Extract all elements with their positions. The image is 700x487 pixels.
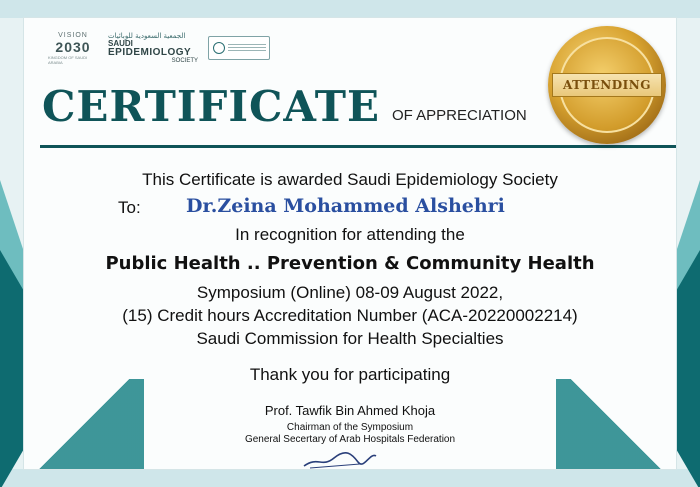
seal-ribbon — [552, 73, 662, 97]
vision-logo-year: 2030 — [55, 38, 91, 55]
event-title: Public Health .. Prevention & Community Health — [105, 253, 595, 274]
top-band — [0, 0, 700, 18]
header-logos — [48, 30, 270, 66]
awarded-line: This Certificate is awarded Saudi Epidemiology Society — [142, 170, 558, 189]
signatory-name: Prof. Tawfik Bin Ahmed Khoja — [264, 403, 436, 418]
certificate-title: CERTIFICATE — [42, 82, 380, 131]
society-logo-line3: SOCIETY — [171, 57, 198, 64]
title-row — [42, 82, 527, 131]
commission-line: Saudi Commission for Health Specialties — [196, 329, 504, 348]
signatory-role-2: General Secertary of Arab Hospitals Federation — [244, 434, 456, 445]
certificate-subtitle: OF APPRECIATION — [391, 107, 527, 124]
vision-logo-sub: KINGDOM OF SAUDI ARABIA — [48, 54, 88, 65]
to-label: To: — [118, 198, 141, 217]
society-logo-line1: SAUDI — [108, 38, 133, 48]
thanks-line: Thank you for participating — [249, 365, 451, 384]
signature-icon — [300, 446, 380, 472]
partner-logo — [208, 36, 270, 60]
credit-hours-line: (15) Credit hours Accreditation Number (ACA-20220002214) — [122, 306, 578, 325]
seal-label: ATTENDING — [563, 78, 651, 92]
recipient-name: Dr.Zeina Mohammed Alshehri — [186, 195, 505, 217]
symposium-line: Symposium (Online) 08-09 August 2022, — [196, 283, 504, 302]
society-logo-line2: EPIDEMIOLOGY — [108, 46, 192, 58]
society-logo — [108, 33, 198, 64]
signatory-role-1: Chairman of the Symposium — [286, 422, 414, 433]
logo-text-lines — [228, 44, 266, 52]
vision-logo-top: VISION — [58, 31, 88, 39]
emblem-icon — [213, 42, 225, 54]
society-logo-arabic: الجمعية السعودية للوبائيات — [108, 31, 186, 40]
vision-2030-logo — [48, 32, 98, 65]
recognition-line: In recognition for attending the — [235, 225, 465, 244]
title-divider — [40, 145, 676, 148]
attending-seal — [548, 26, 666, 144]
